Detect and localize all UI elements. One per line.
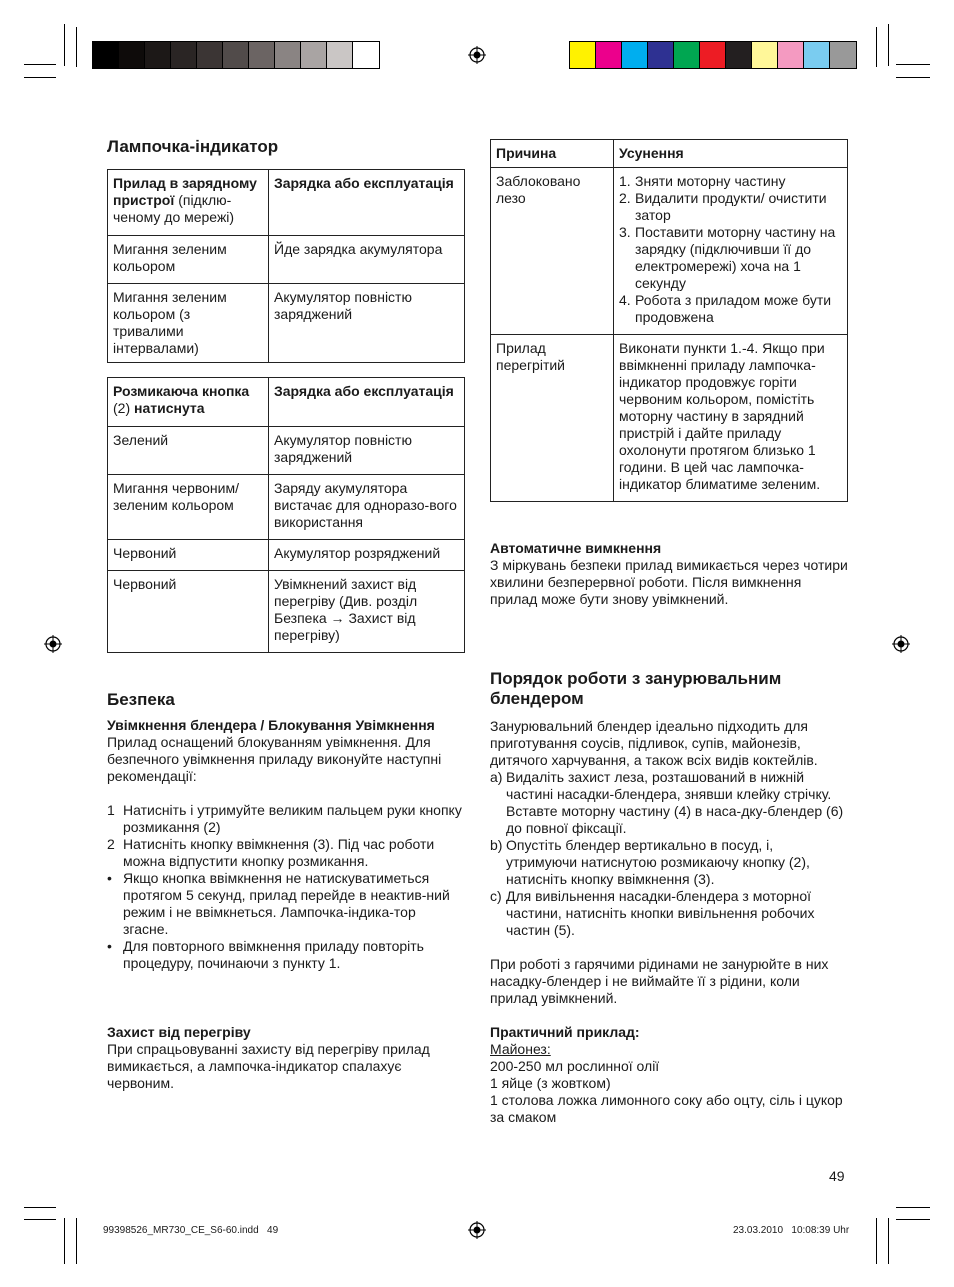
list-item: 2 Натисніть кнопку ввімкнення (3). Під час роботи можна відпустити кнопку розмикання. (107, 836, 435, 869)
list-item: • Для повторного ввімкнення приладу повторіть процедуру, починаючи з пункту 1. (107, 938, 424, 971)
registration-mark-icon (468, 1221, 486, 1239)
crop-mark (888, 24, 889, 66)
color-swatch (726, 42, 752, 68)
color-swatch (596, 42, 622, 68)
crop-mark (896, 77, 930, 78)
table-header-cell: Усунення (614, 140, 848, 168)
color-swatch (752, 42, 778, 68)
crop-mark (24, 1219, 56, 1220)
table-row: Червоний Акумулятор розряджений (108, 540, 465, 571)
crop-mark (896, 64, 930, 65)
color-swatch (778, 42, 804, 68)
crop-mark (896, 1219, 930, 1220)
crop-mark (76, 1218, 77, 1264)
list-item: b) Опустіть блендер вертикально в посуд, і, утримуючи натиснутою розмикаючу кнопку (2), натисніть кнопку ввімкнення (3). (490, 837, 810, 887)
table-header-cell: Прилад в зарядному пристрої (підклю-ченому до мережі) (108, 170, 269, 236)
table-row: Мигання червоним/ зеленим кольором Заряду акумулятора вистачає для одноразо-вого використання (108, 475, 465, 540)
color-swatch (223, 42, 249, 68)
registration-mark-icon (44, 635, 62, 653)
table-row: Червоний Увімкнений захист від перегріву (Див. розділ Безпека → Захист від перегріву) (108, 571, 465, 653)
crop-mark (876, 27, 877, 67)
table-header-cell: Розмикаюча кнопка (2) натиснута (108, 378, 269, 427)
operation-heading: Порядок роботи з занурювальним блендером (490, 669, 782, 708)
registration-mark-icon (468, 46, 486, 64)
color-swatch (622, 42, 648, 68)
auto-off-subheading: Автоматичне вимкнення (490, 540, 662, 556)
color-swatch (145, 42, 171, 68)
table-row: Мигання зеленим кольором Йде зарядка акумулятора (108, 236, 465, 284)
table-header-cell: Зарядка або експлуатація (269, 170, 465, 236)
indicator-table-button (107, 377, 465, 653)
safety-paragraph: Прилад оснащений блокуванням увімкнення. Для безпечного увімкнення приладу виконуйте наступні рекомендації: (107, 734, 442, 784)
list-item: 3. Поставити моторну частину на зарядку (підключивши її до електромережі) хоча на 1 секунду (619, 224, 836, 291)
operation-intro: Занурювальний блендер ідеально підходить для приготування соусів, підливок, супів, майонезів, дитячого харчування, а також всіх видів коктейлів. (490, 718, 818, 768)
process-color-bar (569, 41, 857, 69)
table-row: Зелений Акумулятор повністю заряджений (108, 427, 465, 475)
registration-mark-icon (892, 635, 910, 653)
list-item: a) Видаліть захист леза, розташований в нижній частині насадки-блендера, знявши клейку стрічку. Вставте моторну частину (4) в наса-дку-блендер (6) до повної фіксації. (490, 769, 844, 836)
table-row: Мигання зеленим кольором (з тривалими інтервалами) Акумулятор повністю заряджений (108, 284, 465, 363)
troubleshooting-table (490, 139, 848, 502)
safety-subheading: Увімкнення блендера / Блокування Увімкнення (107, 717, 435, 733)
color-swatch (327, 42, 353, 68)
crop-mark (896, 1207, 930, 1208)
color-swatch (353, 42, 379, 68)
crop-mark (888, 1218, 889, 1264)
color-swatch (119, 42, 145, 68)
ingredient-item: 1 яйце (з жовтком) (490, 1075, 611, 1091)
table-header-cell: Зарядка або експлуатація (269, 378, 465, 427)
operation-section (490, 718, 848, 939)
crop-mark (24, 1207, 56, 1208)
recipe-name: Майонез: (490, 1041, 551, 1057)
crop-mark (24, 77, 56, 78)
list-item: 4. Робота з приладом може бути продовжена (619, 292, 832, 325)
footer-file-info: 99398526_MR730_CE_S6-60.indd 49 (103, 1225, 279, 1236)
color-swatch (171, 42, 197, 68)
color-swatch (249, 42, 275, 68)
color-swatch (804, 42, 830, 68)
list-item: 1 Натисніть і утримуйте великим пальцем руки кнопку розмикання (2) (107, 802, 462, 835)
crop-mark (24, 64, 56, 65)
table-row: Заблоковано лезо 1. Зняти моторну частину 2. Видалити продукти/ очистити затор 3. Поставити моторну частину на зарядку (підключивши її до електромережі) хоча на 1 секунду 4. Робота з приладом може бути продовжена (491, 168, 848, 335)
example-section (490, 1024, 848, 1126)
color-swatch (93, 42, 119, 68)
list-item: 2. Видалити продукти/ очистити затор (619, 190, 827, 223)
color-swatch (197, 42, 223, 68)
list-item: • Якщо кнопка ввімкнення не натискуватиметься протягом 5 секунд, прилад перейде в неактив-ний режим і не ввімкнеться. Лампочка-індика-тор згасне. (107, 870, 450, 937)
crop-mark (64, 1218, 65, 1264)
color-swatch (570, 42, 596, 68)
safety-section (107, 717, 465, 972)
footer-date: 23.03.2010 10:08:39 Uhr (733, 1225, 850, 1236)
overheat-subheading: Захист від перегріву (107, 1024, 251, 1040)
color-swatch (275, 42, 301, 68)
color-swatch (674, 42, 700, 68)
ingredient-item: 200-250 мл рослинної олії (490, 1058, 660, 1074)
indicator-table-charging (107, 169, 465, 363)
crop-mark (76, 27, 77, 67)
auto-off-paragraph: З міркувань безпеки прилад вимикається через чотири хвилини безперервної роботи. Після вимкнення прилад може бути знову увімкнений. (490, 557, 848, 607)
auto-off-section (490, 540, 848, 608)
color-swatch (301, 42, 327, 68)
crop-mark (876, 1218, 877, 1264)
example-subheading: Практичний приклад: (490, 1024, 640, 1040)
page-number: 49 (829, 1168, 845, 1184)
list-item: 1. Зняти моторну частину (619, 173, 786, 189)
safety-heading: Безпека (107, 690, 175, 709)
ingredient-item: 1 столова ложка лимонного соку або оцту, сіль і цукор за смаком (490, 1092, 843, 1125)
crop-mark (64, 24, 65, 66)
color-swatch (648, 42, 674, 68)
color-swatch (700, 42, 726, 68)
table-header-cell: Причина (491, 140, 614, 168)
indicator-heading: Лампочка-індикатор (107, 137, 279, 156)
overheat-section (107, 1024, 465, 1092)
color-swatch (830, 42, 856, 68)
list-item: c) Для вивільнення насадки-блендера з моторної частини, натисніть кнопки вивільнення робочих частин (5). (490, 888, 815, 938)
table-row: Прилад перегрітий Виконати пункти 1.-4. Якщо при ввімкненні приладу лампочка-індикатор продовжує горіти червоним кольором, помістіть моторну частину в зарядний пристрій і дайте приладу охолонути протягом близько 1 години. В цей час лампочка-індикатор блиматиме зеленим. (491, 335, 848, 502)
overheat-paragraph: При спрацьовуванні захисту від перегріву прилад вимикається, а лампочка-індикатор спалахує червоним. (107, 1041, 430, 1091)
grayscale-color-bar (92, 41, 380, 69)
hot-liquid-warning: При роботі з гарячими рідинами не занурюйте в них насадку-блендер і не виймайте її з рідини, коли прилад увімкнений. (490, 956, 829, 1006)
